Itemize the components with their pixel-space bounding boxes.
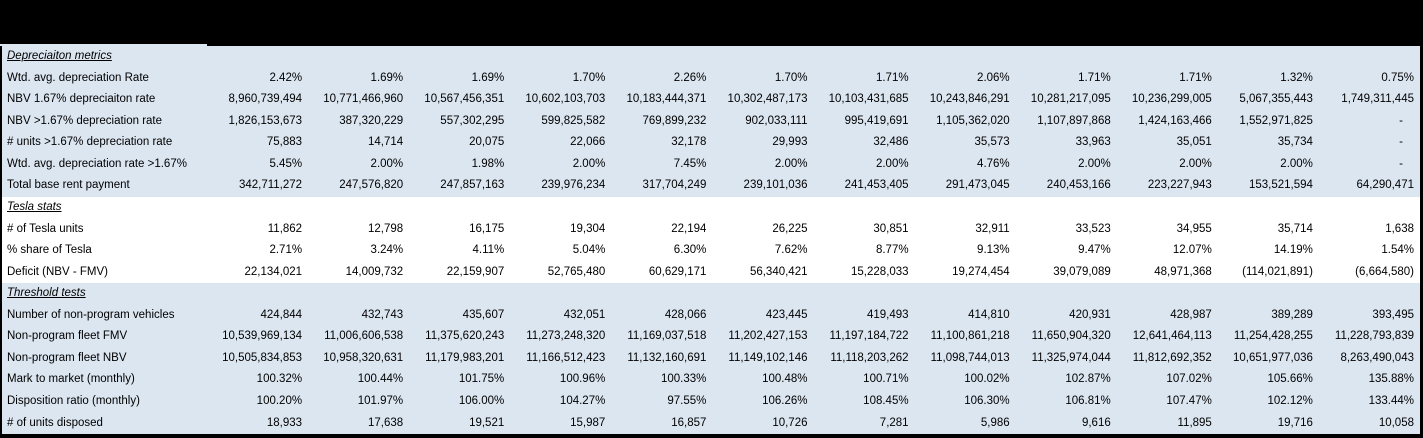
data-cell[interactable]: 1.70%: [774, 71, 808, 84]
data-cell[interactable]: 100.96%: [559, 373, 606, 386]
data-cell[interactable]: 11,228,793,839: [1334, 330, 1414, 343]
empty-cell[interactable]: [915, 197, 1016, 219]
data-cell[interactable]: 11,862: [267, 222, 303, 235]
data-cell[interactable]: 2.42%: [269, 71, 303, 84]
data-cell[interactable]: 100.71%: [863, 373, 909, 386]
data-cell[interactable]: 8.77%: [875, 244, 909, 257]
data-cell[interactable]: 902,033,111: [745, 114, 808, 127]
data-cell[interactable]: 10,302,487,173: [727, 93, 808, 106]
data-cell[interactable]: -: [1399, 157, 1403, 170]
section-header-row: [2, 46, 1420, 68]
empty-cell[interactable]: [207, 283, 308, 305]
data-cell[interactable]: 1.71%: [875, 71, 909, 84]
data-cell[interactable]: 11,325,974,044: [1031, 351, 1111, 364]
data-cell[interactable]: 557,302,295: [440, 114, 505, 127]
data-cell[interactable]: 995,419,691: [844, 114, 909, 127]
table-row: [2, 111, 1420, 133]
data-cell[interactable]: 1,638: [1385, 222, 1414, 235]
data-cell[interactable]: 16,175: [469, 222, 505, 235]
data-cell[interactable]: 22,194: [671, 222, 707, 235]
data-cell[interactable]: 247,857,163: [440, 179, 505, 192]
empty-cell[interactable]: [1016, 283, 1117, 305]
empty-cell[interactable]: [1218, 283, 1319, 305]
data-cell[interactable]: 1.32%: [1280, 71, 1313, 84]
data-cell[interactable]: 11,179,983,201: [425, 351, 505, 364]
data-cell[interactable]: 2.00%: [1078, 157, 1111, 170]
data-cell[interactable]: 39,079,089: [1053, 265, 1111, 278]
data-cell[interactable]: 10,771,466,960: [323, 93, 404, 106]
data-cell[interactable]: 11,812,692,352: [1132, 351, 1212, 364]
empty-cell[interactable]: [814, 197, 915, 219]
empty-cell[interactable]: [409, 283, 510, 305]
data-cell[interactable]: 10,958,320,631: [323, 351, 404, 364]
data-cell[interactable]: 56,340,421: [749, 265, 808, 278]
empty-cell[interactable]: [510, 283, 611, 305]
data-cell[interactable]: 35,051: [1176, 136, 1212, 149]
data-cell[interactable]: 22,159,907: [446, 265, 505, 278]
data-cell[interactable]: 135.88%: [1368, 373, 1414, 386]
row-label[interactable]: Mark to market (monthly): [7, 373, 135, 386]
data-cell[interactable]: 7.62%: [774, 244, 808, 257]
data-cell[interactable]: 420,931: [1069, 308, 1111, 321]
data-cell[interactable]: 5.45%: [269, 157, 303, 170]
data-cell[interactable]: 419,493: [867, 308, 909, 321]
data-cell[interactable]: 1.54%: [1381, 244, 1414, 257]
data-cell[interactable]: 5.04%: [572, 244, 606, 257]
data-cell[interactable]: 100.20%: [256, 395, 303, 408]
data-cell[interactable]: 106.30%: [964, 395, 1010, 408]
data-cell[interactable]: 7.45%: [673, 157, 707, 170]
data-cell[interactable]: 239,976,234: [541, 179, 606, 192]
data-cell[interactable]: 2.26%: [673, 71, 707, 84]
data-cell[interactable]: (114,021,891): [1242, 265, 1313, 278]
table-row: [2, 262, 1420, 284]
data-cell[interactable]: 2.00%: [875, 157, 909, 170]
table-row: [2, 391, 1420, 413]
data-cell[interactable]: 14,009,732: [345, 265, 404, 278]
empty-cell[interactable]: [915, 46, 1016, 68]
data-cell[interactable]: 10,243,846,291: [929, 93, 1010, 106]
row-label[interactable]: Disposition ratio (monthly): [7, 395, 140, 408]
data-cell[interactable]: 11,197,184,722: [829, 330, 909, 343]
table-row: [2, 89, 1420, 111]
section-title: Tesla stats: [7, 200, 62, 213]
data-cell[interactable]: 2.00%: [774, 157, 808, 170]
data-cell[interactable]: 4.76%: [977, 157, 1010, 170]
row-label[interactable]: # of Tesla units: [7, 222, 84, 235]
data-cell[interactable]: 2.00%: [1280, 157, 1313, 170]
table-row: [2, 219, 1420, 241]
data-cell[interactable]: -: [1399, 114, 1403, 127]
row-label[interactable]: Non-program fleet NBV: [7, 351, 127, 364]
empty-cell[interactable]: [814, 46, 915, 68]
data-cell[interactable]: 11,254,428,255: [1233, 330, 1313, 343]
table-row: [2, 305, 1420, 327]
empty-cell[interactable]: [1117, 283, 1218, 305]
data-cell[interactable]: 11,132,160,691: [627, 351, 707, 364]
data-cell[interactable]: 10,567,456,351: [424, 93, 505, 106]
data-cell[interactable]: 11,118,203,262: [830, 351, 909, 364]
data-cell[interactable]: 10,602,103,703: [525, 93, 606, 106]
data-cell[interactable]: 108.45%: [863, 395, 909, 408]
data-cell[interactable]: 1,424,163,466: [1138, 114, 1212, 127]
data-cell[interactable]: 107.47%: [1166, 395, 1212, 408]
data-cell[interactable]: 11,098,744,013: [930, 351, 1010, 364]
data-cell[interactable]: 769,899,232: [642, 114, 707, 127]
empty-cell[interactable]: [1319, 197, 1420, 219]
empty-cell[interactable]: [1218, 197, 1319, 219]
data-cell[interactable]: 9.47%: [1078, 244, 1111, 257]
data-cell[interactable]: -: [1399, 136, 1403, 149]
data-cell[interactable]: 16,857: [671, 416, 707, 429]
data-cell[interactable]: 101.97%: [357, 395, 404, 408]
empty-cell[interactable]: [712, 283, 813, 305]
data-cell[interactable]: 100.48%: [762, 373, 808, 386]
data-cell[interactable]: 10,058: [1378, 416, 1414, 429]
empty-cell[interactable]: [611, 46, 712, 68]
data-cell[interactable]: 1,552,971,825: [1239, 114, 1313, 127]
data-cell[interactable]: 33,523: [1075, 222, 1111, 235]
data-cell[interactable]: 240,453,166: [1046, 179, 1111, 192]
table-row: [2, 369, 1420, 391]
empty-cell[interactable]: [611, 283, 712, 305]
data-cell[interactable]: 11,375,620,243: [425, 330, 505, 343]
row-label[interactable]: NBV 1.67% depreciaiton rate: [7, 93, 156, 106]
table-row: [2, 154, 1420, 176]
data-cell[interactable]: 104.27%: [559, 395, 606, 408]
data-cell[interactable]: 34,955: [1176, 222, 1212, 235]
data-cell[interactable]: 428,066: [664, 308, 707, 321]
data-cell[interactable]: 1,107,897,868: [1037, 114, 1111, 127]
data-cell[interactable]: 10,236,299,005: [1131, 93, 1212, 106]
data-cell[interactable]: 435,607: [462, 308, 505, 321]
data-cell[interactable]: 0.75%: [1381, 71, 1414, 84]
data-cell[interactable]: 423,445: [765, 308, 808, 321]
data-cell[interactable]: 1.98%: [471, 157, 505, 170]
data-cell[interactable]: 6.30%: [673, 244, 707, 257]
data-cell[interactable]: 35,573: [974, 136, 1010, 149]
data-cell[interactable]: 22,134,021: [244, 265, 303, 278]
data-cell[interactable]: 10,103,431,685: [828, 93, 909, 106]
data-cell[interactable]: 19,274,454: [952, 265, 1010, 278]
empty-cell[interactable]: [814, 283, 915, 305]
data-cell[interactable]: 317,704,249: [642, 179, 707, 192]
row-label[interactable]: Wtd. avg. depreciation Rate: [7, 71, 149, 84]
data-cell[interactable]: 1.71%: [1179, 71, 1212, 84]
data-cell[interactable]: 18,933: [266, 416, 303, 429]
empty-cell[interactable]: [712, 197, 813, 219]
empty-cell[interactable]: [510, 46, 611, 68]
section-title: Threshold tests: [7, 287, 86, 300]
data-cell[interactable]: 35,714: [1277, 222, 1313, 235]
data-cell[interactable]: 33,963: [1075, 136, 1111, 149]
data-cell[interactable]: 29,993: [772, 136, 808, 149]
row-label[interactable]: NBV >1.67% depreciation rate: [7, 114, 163, 127]
row-label[interactable]: Wtd. avg. depreciation rate >1.67%: [7, 157, 187, 170]
data-cell[interactable]: 389,289: [1271, 308, 1313, 321]
empty-cell[interactable]: [510, 197, 611, 219]
data-cell[interactable]: 9.13%: [977, 244, 1010, 257]
data-cell[interactable]: 14,714: [367, 136, 404, 149]
data-cell[interactable]: 1.69%: [370, 71, 404, 84]
empty-cell[interactable]: [1117, 46, 1218, 68]
data-cell[interactable]: 11,895: [1177, 416, 1212, 429]
data-cell[interactable]: 5,986: [980, 416, 1010, 429]
data-cell[interactable]: 428,987: [1170, 308, 1212, 321]
data-cell[interactable]: 4.11%: [472, 244, 505, 257]
row-label[interactable]: % share of Tesla: [7, 244, 92, 257]
data-cell[interactable]: 153,521,594: [1248, 179, 1313, 192]
data-cell[interactable]: 20,075: [469, 136, 505, 149]
row-label[interactable]: Total base rent payment: [7, 179, 130, 192]
data-cell[interactable]: 100.02%: [964, 373, 1010, 386]
empty-cell[interactable]: [1117, 197, 1218, 219]
data-cell[interactable]: 30,851: [873, 222, 909, 235]
data-cell[interactable]: 2.00%: [572, 157, 606, 170]
data-cell[interactable]: 11,650,904,320: [1031, 330, 1111, 343]
data-cell[interactable]: 3.24%: [370, 244, 404, 257]
table-row: [2, 240, 1420, 262]
data-cell[interactable]: 11,273,248,320: [526, 330, 606, 343]
data-cell[interactable]: 241,453,405: [844, 179, 909, 192]
data-cell[interactable]: 1,826,153,673: [228, 114, 303, 127]
data-cell[interactable]: 64,290,471: [1356, 179, 1414, 192]
data-cell[interactable]: 2.71%: [269, 244, 303, 257]
data-cell[interactable]: 424,844: [260, 308, 303, 321]
data-cell[interactable]: 19,521: [469, 416, 505, 429]
data-cell[interactable]: 2.00%: [370, 157, 404, 170]
data-cell[interactable]: 2.00%: [1179, 157, 1212, 170]
empty-cell[interactable]: [1218, 46, 1319, 68]
data-cell[interactable]: 15,228,033: [851, 265, 909, 278]
data-cell[interactable]: 5,067,355,443: [1239, 93, 1313, 106]
data-cell[interactable]: 14.19%: [1273, 244, 1313, 257]
section-title: Depreciaiton metrics: [7, 50, 112, 63]
table-row: [2, 175, 1420, 197]
data-cell[interactable]: 10,539,969,134: [222, 330, 303, 343]
data-cell[interactable]: 107.02%: [1166, 373, 1212, 386]
empty-cell[interactable]: [409, 197, 510, 219]
data-cell[interactable]: 133.44%: [1368, 395, 1414, 408]
data-cell[interactable]: 48,971,368: [1154, 265, 1212, 278]
data-cell[interactable]: 432,743: [361, 308, 404, 321]
data-cell[interactable]: 291,473,045: [945, 179, 1010, 192]
data-cell[interactable]: 342,711,272: [238, 179, 303, 192]
table-row: [2, 132, 1420, 154]
data-cell[interactable]: 223,227,943: [1147, 179, 1212, 192]
empty-cell[interactable]: [1016, 46, 1117, 68]
data-cell[interactable]: 100.32%: [256, 373, 303, 386]
row-label[interactable]: Deficit (NBV - FMV): [7, 265, 108, 278]
data-cell[interactable]: 106.81%: [1065, 395, 1111, 408]
empty-cell[interactable]: [915, 283, 1016, 305]
data-cell[interactable]: 2.06%: [977, 71, 1010, 84]
row-label[interactable]: Non-program fleet FMV: [7, 330, 128, 343]
data-cell[interactable]: 8,960,739,494: [228, 93, 303, 106]
data-cell[interactable]: 10,726: [772, 416, 808, 429]
data-cell[interactable]: 22,066: [570, 136, 606, 149]
data-cell[interactable]: 11,006,606,538: [324, 330, 404, 343]
empty-cell[interactable]: [1016, 197, 1117, 219]
empty-cell[interactable]: [611, 197, 712, 219]
data-cell[interactable]: 11,149,102,146: [728, 351, 808, 364]
data-cell[interactable]: (6,664,580): [1355, 265, 1414, 278]
data-cell[interactable]: 52,765,480: [547, 265, 606, 278]
data-cell[interactable]: 106.00%: [458, 395, 505, 408]
section-header-row: [2, 283, 1420, 305]
data-cell[interactable]: 60,629,171: [648, 265, 707, 278]
empty-cell[interactable]: [308, 283, 409, 305]
data-cell[interactable]: 432,051: [563, 308, 606, 321]
data-cell[interactable]: 17,638: [367, 416, 404, 429]
data-cell[interactable]: 105.66%: [1267, 373, 1313, 386]
row-label[interactable]: # units >1.67% depreciation rate: [7, 136, 173, 149]
empty-cell[interactable]: [207, 46, 308, 68]
data-cell[interactable]: 10,651,977,036: [1232, 351, 1313, 364]
table-body: [0, 46, 1423, 438]
data-cell[interactable]: 32,911: [975, 222, 1010, 235]
data-cell[interactable]: 19,304: [570, 222, 606, 235]
data-cell[interactable]: 10,505,834,853: [222, 351, 303, 364]
data-cell[interactable]: 15,987: [570, 416, 606, 429]
data-cell[interactable]: 414,810: [968, 308, 1010, 321]
data-cell[interactable]: 35,734: [1277, 136, 1313, 149]
data-cell[interactable]: 32,486: [873, 136, 909, 149]
data-cell[interactable]: 1.70%: [572, 71, 606, 84]
section-header-row: [2, 197, 1420, 219]
data-cell[interactable]: 10,183,444,371: [626, 93, 707, 106]
empty-cell[interactable]: [409, 46, 510, 68]
data-cell[interactable]: 8,263,490,043: [1340, 351, 1414, 364]
data-cell[interactable]: 12,641,464,113: [1132, 330, 1212, 343]
data-cell[interactable]: 393,495: [1372, 308, 1414, 321]
data-cell[interactable]: 599,825,582: [541, 114, 606, 127]
data-cell[interactable]: 239,101,036: [743, 179, 808, 192]
data-cell[interactable]: 102.87%: [1065, 373, 1111, 386]
data-cell[interactable]: 101.75%: [458, 373, 505, 386]
data-cell[interactable]: 26,225: [772, 222, 808, 235]
data-cell[interactable]: 11,100,861,218: [930, 330, 1010, 343]
empty-cell[interactable]: [308, 197, 409, 219]
data-cell[interactable]: 106.26%: [762, 395, 808, 408]
data-cell[interactable]: 100.44%: [357, 373, 404, 386]
empty-cell[interactable]: [1319, 283, 1420, 305]
data-cell[interactable]: 387,320,229: [339, 114, 404, 127]
data-cell[interactable]: 11,202,427,153: [728, 330, 808, 343]
data-cell[interactable]: 1.71%: [1078, 71, 1111, 84]
row-label[interactable]: Number of non-program vehicles: [7, 308, 175, 321]
data-cell[interactable]: 11,169,037,518: [627, 330, 707, 343]
data-cell[interactable]: 32,178: [671, 136, 707, 149]
data-cell[interactable]: 247,576,820: [339, 179, 404, 192]
empty-cell[interactable]: [308, 46, 409, 68]
table-row: [2, 413, 1420, 435]
data-cell[interactable]: 1,105,362,020: [936, 114, 1010, 127]
row-label[interactable]: # of units disposed: [7, 416, 103, 429]
data-cell[interactable]: 1.69%: [471, 71, 505, 84]
data-cell[interactable]: 100.33%: [661, 373, 707, 386]
data-cell[interactable]: 102.12%: [1267, 395, 1313, 408]
table-row: [2, 348, 1420, 370]
table-header-band: [0, 0, 1423, 44]
empty-cell[interactable]: [712, 46, 813, 68]
data-cell[interactable]: 1,749,311,445: [1341, 93, 1414, 106]
data-cell[interactable]: 75,883: [266, 136, 303, 149]
data-cell[interactable]: 12,798: [367, 222, 404, 235]
empty-cell[interactable]: [207, 197, 308, 219]
table-row: [2, 326, 1420, 348]
data-cell[interactable]: 7,281: [879, 416, 909, 429]
table-row: [2, 68, 1420, 90]
data-cell[interactable]: 9,616: [1081, 416, 1111, 429]
data-cell[interactable]: 10,281,217,095: [1030, 93, 1111, 106]
empty-cell[interactable]: [1319, 46, 1420, 68]
data-cell[interactable]: 19,716: [1277, 416, 1313, 429]
data-cell[interactable]: 11,166,512,423: [526, 351, 606, 364]
data-cell[interactable]: 97.55%: [667, 395, 707, 408]
data-cell[interactable]: 12.07%: [1172, 244, 1212, 257]
